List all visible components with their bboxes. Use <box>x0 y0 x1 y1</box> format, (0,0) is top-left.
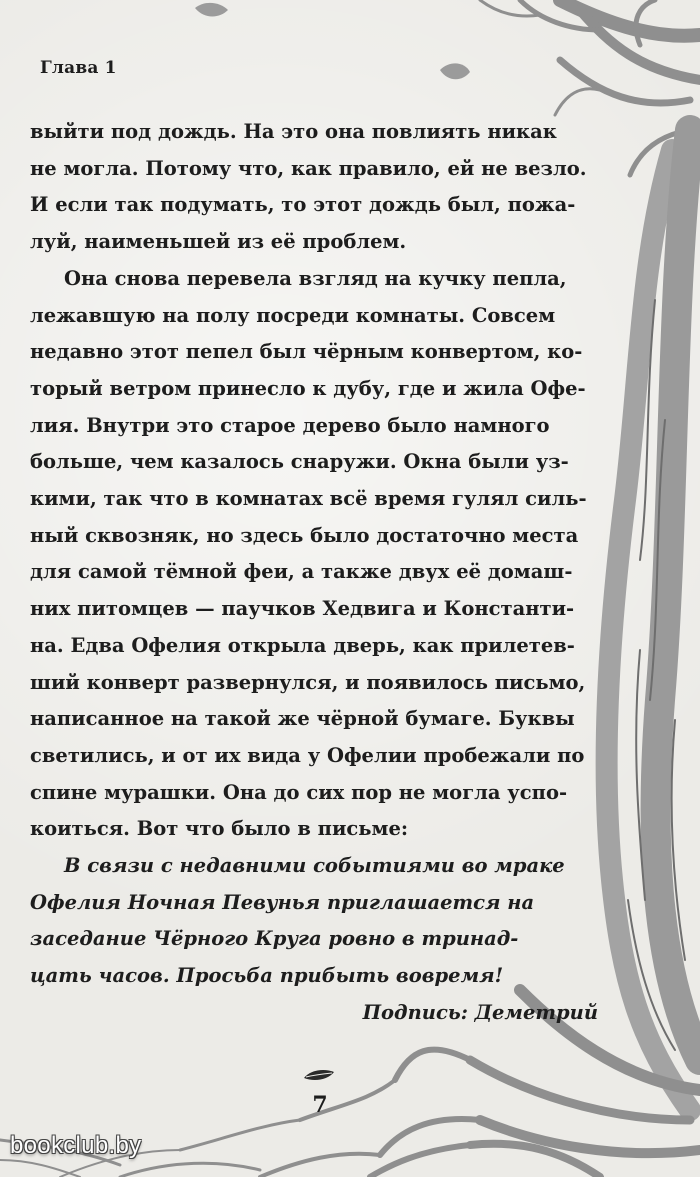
page-number: 7 <box>312 1092 328 1118</box>
letter-line: заседание Чёрного Круга ровно в тринад- <box>30 927 519 951</box>
text-line: ший конверт развернулся, и появилось письмо, <box>30 670 586 694</box>
text-line: для самой тёмной феи, а также двух её домаш- <box>30 560 573 584</box>
text-line: Она снова перевела взгляд на кучку пепла, <box>64 266 567 290</box>
text-line: больше, чем казалось снаружи. Окна были уз- <box>30 450 569 474</box>
body-text <box>30 114 600 1032</box>
text-line: выйти под дождь. На это она повлиять никак <box>30 120 557 143</box>
text-line: светились, и от их вида у Офелии пробежали по <box>30 743 585 767</box>
text-line: спине мурашки. Она до сих пор не могла успо- <box>30 780 568 804</box>
text-line: лежавшую на полу посреди комнаты. Совсем <box>30 303 556 327</box>
letter-line: цать часов. Просьба прибыть вовремя! <box>30 964 504 988</box>
watermark: bookclub.by <box>10 1132 142 1159</box>
text-line: кими, так что в комнатах всё время гулял силь- <box>30 487 587 511</box>
chapter-header: Глава 1 <box>40 58 117 78</box>
text-line: на. Едва Офелия открыла дверь, как прилетев- <box>30 633 575 657</box>
text-line: ный сквозняк, но здесь было достаточно места <box>30 523 579 547</box>
text-line: не могла. Потому что, как правило, ей не везло. <box>30 156 587 180</box>
text-line: написанное на такой же чёрной бумаге. Буквы <box>30 707 575 731</box>
text-line: луй, наименьшей из её проблем. <box>30 230 407 254</box>
text-line: них питомцев — паучков Хедвига и Константи- <box>30 597 575 621</box>
letter-line: В связи с недавними событиями во мраке <box>64 854 565 878</box>
letter-line: Офелия Ночная Певунья приглашается на <box>30 890 535 914</box>
letter-signature: Подпись: Деметрий <box>362 1000 598 1024</box>
text-line: И если так подумать, то этот дождь был, пожа- <box>30 193 576 217</box>
text-line: торый ветром принесло к дубу, где и жила Офе- <box>30 376 586 400</box>
leaf-ornament-icon <box>302 1068 336 1082</box>
text-line: лия. Внутри это старое дерево было намного <box>30 413 550 437</box>
text-line: коиться. Вот что было в письме: <box>30 817 409 841</box>
text-line: недавно этот пепел был чёрным конвертом, ко- <box>30 340 583 364</box>
